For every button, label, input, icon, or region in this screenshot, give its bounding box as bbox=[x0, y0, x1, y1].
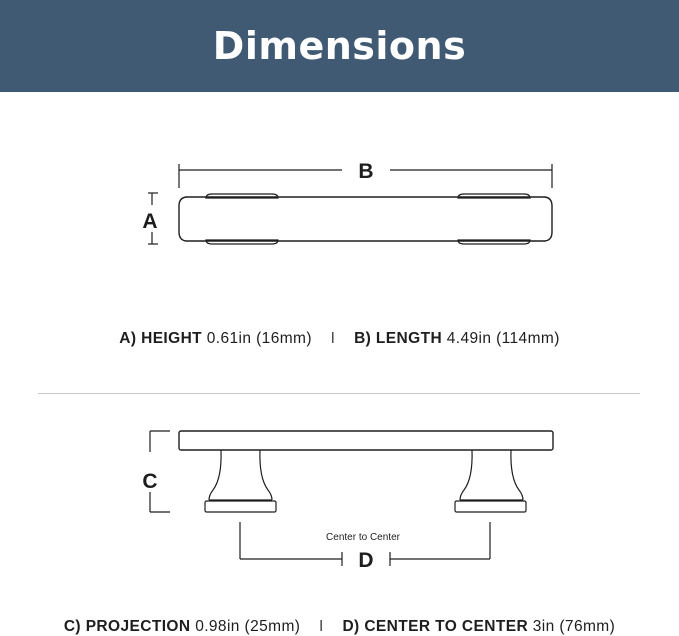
page-title: Dimensions bbox=[212, 24, 467, 68]
spec-projection-value: 0.98in (25mm) bbox=[195, 618, 301, 635]
spec-center-to-center-label: D) CENTER TO CENTER bbox=[342, 618, 529, 635]
spec-center-to-center-value: 3in (76mm) bbox=[532, 618, 616, 635]
section-divider bbox=[38, 393, 640, 394]
dimension-label-b: B bbox=[358, 160, 374, 183]
spec-height-label: A) HEIGHT bbox=[119, 330, 203, 347]
spec-row-projection-center bbox=[0, 618, 679, 636]
center-to-center-label: Center to Center bbox=[326, 532, 400, 543]
side-view-pull bbox=[150, 431, 553, 566]
spec-separator: I bbox=[319, 618, 324, 635]
spec-row-height-length bbox=[0, 330, 679, 348]
dimension-label-d: D bbox=[358, 549, 374, 572]
dimension-label-a: A bbox=[142, 210, 158, 233]
spec-length-value: 4.49in (114mm) bbox=[446, 330, 560, 347]
spec-length-label: B) LENGTH bbox=[354, 330, 443, 347]
spec-separator: I bbox=[330, 330, 336, 347]
spec-height-value: 0.61in (16mm) bbox=[206, 330, 312, 347]
spec-projection-label: C) PROJECTION bbox=[63, 618, 191, 635]
dimension-label-c: C bbox=[142, 470, 158, 493]
top-view-pull bbox=[148, 164, 552, 244]
